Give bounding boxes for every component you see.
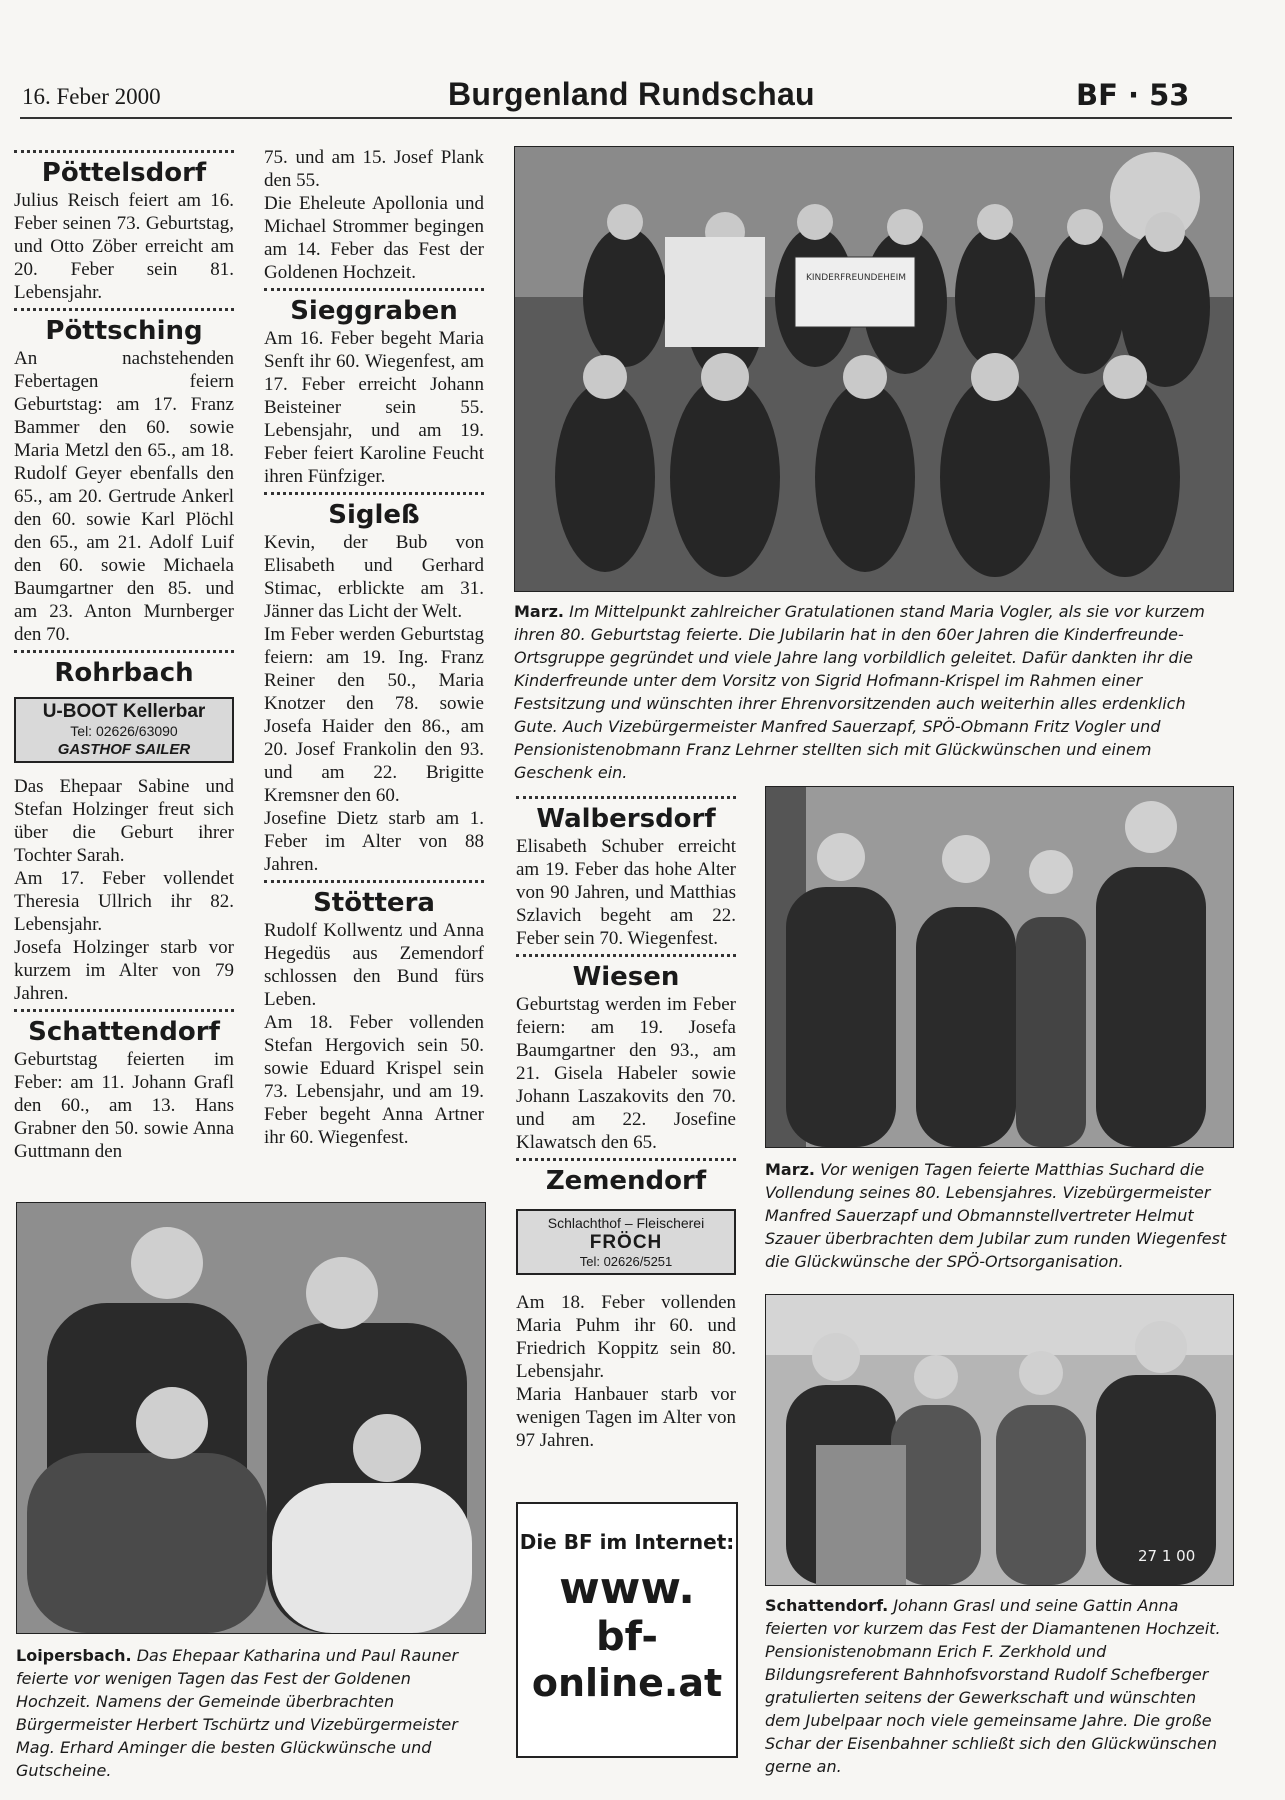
ad-phone: Tel: 02626/5251 bbox=[579, 1254, 673, 1269]
article-text: Am 18. Feber vollenden Maria Puhm ihr 60. und Friedrich Koppitz sein 80. Lebensjahr. bbox=[516, 1292, 736, 1382]
column-2 bbox=[264, 146, 484, 1149]
header-rule bbox=[20, 117, 1232, 119]
caption-text: Im Mittelpunkt zahlreicher Gratulationen stand Maria Vogler, als sie vor kurzem ihren 80. Geburtstag feierte. Die Jubilarin hat in den 60er Jahren die Kinderfreunde-Ortsgruppe gegründet und viele Jahre lang vorbildlich geleitet. Dafür dankten ihr die Kinderfreunde unter dem Vorsitz von Sigrid Hofmann-Krispel im Rahmen einer Festsitzung und wünschten ihrer Ehrenvorsitzenden auch weiterhin alles erdenklich Gute. Auch Vizebürgermeister Manfred Sauerzapf, SPÖ-Obmann Fritz Vogler und Pensionistenobmann Franz Lehrner stellten sich mit Glückwünschen und einem Geschenk ein. bbox=[514, 602, 1205, 782]
photo-loipersbach-rauner bbox=[16, 1202, 486, 1634]
article-text: An nachstehenden Febertagen feiern Geburtstag: am 17. Franz Bammer den 60. sowie Maria Metzl den 65., am 18. Rudolf Geyer ebenfalls den 65., am 20. Gertrude Ankerl den 60. sowie Karl Plöchl den 65., am 21. Adolf Luif den 60. sowie Michaela Baumgartner den 85. und am 23. Anton Murnberger den 70. bbox=[14, 348, 234, 645]
ad-name: U-BOOT Kellerbar bbox=[42, 701, 206, 722]
section-title: Pöttsching bbox=[45, 316, 203, 346]
ad-subtitle: GASTHOF SAILER bbox=[57, 741, 191, 758]
divider bbox=[516, 1158, 736, 1161]
internet-box bbox=[516, 1502, 738, 1758]
caption-marz-vogler bbox=[514, 600, 1232, 784]
article-text: Rudolf Kollwentz und Anna Hegedüs aus Zemendorf schlossen den Bund fürs Leben. bbox=[264, 920, 484, 1010]
article-text: 75. und am 15. Josef Plank den 55. bbox=[264, 147, 484, 191]
ad-name: FRÖCH bbox=[589, 1232, 663, 1253]
ad-phone: Tel: 02626/63090 bbox=[70, 723, 178, 739]
newspaper-title: Burgenland Rundschau bbox=[448, 76, 815, 112]
photo-sign-text: KINDERFREUNDEHEIM bbox=[805, 273, 907, 283]
photo-date-stamp: 27 1 00 bbox=[1138, 1547, 1196, 1565]
photo-marz-suchard bbox=[765, 786, 1234, 1148]
column-1 bbox=[14, 146, 234, 1163]
photo-schattendorf-grasl bbox=[765, 1294, 1234, 1586]
section-title: Wiesen bbox=[572, 962, 680, 992]
caption-place: Loipersbach. bbox=[16, 1646, 132, 1665]
caption-text: Das Ehepaar Katharina und Paul Rauner feierte vor wenigen Tagen das Fest der Goldenen Hochzeit. Namens der Gemeinde überbrachten Bürgermeister Herbert Tschürtz und Vizebürgermeister Mag. Erhard Aminger die besten Glückwünsche und Gutscheine. bbox=[16, 1646, 459, 1780]
article-text: Julius Reisch feiert am 16. Feber seinen 73. Geburtstag, und Otto Zöber erreicht am 20. Feber sein 81. Lebensjahr. bbox=[14, 190, 234, 303]
page-header bbox=[0, 0, 1285, 120]
caption-loipersbach bbox=[16, 1644, 486, 1782]
divider bbox=[516, 954, 736, 957]
article-text: Geburtstag werden im Feber feiern: am 19. Josefa Baumgartner den 93., am 21. Gisela Habeler sowie Johann Laszakovits den 70. und am 22. Josefine Klawatsch den 65. bbox=[516, 994, 736, 1153]
divider bbox=[264, 492, 484, 495]
section-title: Stöttera bbox=[313, 888, 435, 918]
article-text: Maria Hanbauer starb vor wenigen Tagen im Alter von 97 Jahren. bbox=[516, 1384, 736, 1451]
photo-kinderfreunde-group bbox=[514, 146, 1234, 592]
article-text: Am 16. Feber begeht Maria Senft ihr 60. Wiegenfest, am 17. Feber erreicht Johann Beisteiner sein 55. Lebensjahr, und am 19. Feber feiert Karoline Feucht ihren Fünfziger. bbox=[264, 328, 484, 487]
article-text: Kevin, der Bub von Elisabeth und Gerhard Stimac, erblickte am 31. Jänner das Licht der Welt. bbox=[264, 532, 484, 622]
article-text: Im Feber werden Geburtstag feiern: am 19. Ing. Franz Reiner den 50., Maria Knotzer den 78. sowie Josefa Haider den 86., am 20. Josef Frankolin den 93. und am 22. Brigitte Kremsner den 60. bbox=[264, 624, 484, 806]
divider bbox=[516, 796, 736, 799]
article-text: Josefa Holzinger starb vor kurzem im Alter von 79 Jahren. bbox=[14, 937, 234, 1004]
article-text: Josefine Dietz starb am 1. Feber im Alter von 88 Jahren. bbox=[264, 808, 484, 875]
internet-url-line1[interactable]: www. bbox=[559, 1563, 695, 1614]
ad-kellerbar bbox=[14, 697, 234, 763]
divider bbox=[14, 150, 234, 153]
caption-text: Vor wenigen Tagen feierte Matthias Suchard die Vollendung seines 80. Lebensjahres. Vizebürgermeister Manfred Sauerzapf und Obmannstellvertreter Helmut Szauer überbrachten dem Jubilar zum runden Wiegenfest die Glückwünsche der SPÖ-Ortsorganisation. bbox=[765, 1160, 1227, 1271]
caption-marz-suchard bbox=[765, 1158, 1232, 1273]
column-3 bbox=[516, 792, 736, 1452]
section-title: Walbersdorf bbox=[536, 804, 716, 834]
article-text: Die Eheleute Apollonia und Michael Strommer begingen am 14. Feber das Fest der Goldenen Hochzeit. bbox=[264, 193, 484, 283]
section-title: Zemendorf bbox=[545, 1166, 707, 1196]
divider bbox=[264, 288, 484, 291]
section-title: Sieggraben bbox=[290, 296, 458, 326]
internet-url-line3[interactable]: online.at bbox=[531, 1661, 723, 1705]
section-title: Sigleß bbox=[328, 500, 420, 530]
caption-place: Schattendorf. bbox=[765, 1596, 889, 1615]
divider bbox=[14, 1009, 234, 1012]
article-text: Am 17. Feber vollendet Theresia Ullrich ihr 82. Lebensjahr. bbox=[14, 868, 234, 935]
caption-place: Marz. bbox=[765, 1160, 815, 1179]
photo-illustration bbox=[515, 147, 1233, 591]
caption-place: Marz. bbox=[514, 602, 564, 621]
divider bbox=[264, 880, 484, 883]
ad-subtitle: Schlachthof – Fleischerei bbox=[547, 1215, 705, 1231]
article-text: Elisabeth Schuber erreicht am 19. Feber das hohe Alter von 90 Jahren, und Matthias Szlavich begeht am 22. Feber sein 70. Wiegenfest. bbox=[516, 836, 736, 949]
photo-illustration bbox=[766, 1295, 1233, 1585]
internet-heading: Die BF im Internet: bbox=[519, 1530, 735, 1554]
article-text: Geburtstag feierten im Feber: am 11. Johann Grafl den 60., am 13. Hans Grabner den 50. sowie Anna Guttmann den bbox=[14, 1049, 234, 1162]
section-title: Rohrbach bbox=[54, 658, 194, 688]
photo-illustration bbox=[766, 787, 1233, 1147]
internet-url-line2[interactable]: bf- bbox=[596, 1614, 658, 1660]
section-title: Pöttelsdorf bbox=[41, 158, 207, 188]
article-text: Am 18. Feber vollenden Stefan Hergovich sein 50. sowie Eduard Krispel sein 73. Lebensjahr, und am 19. Feber begeht Anna Artner ihr 60. Wiegenfest. bbox=[264, 1012, 484, 1148]
article-text: Das Ehepaar Sabine und Stefan Holzinger freut sich über die Geburt ihrer Tochter Sarah. bbox=[14, 776, 234, 866]
ad-fleischerei bbox=[516, 1209, 736, 1275]
page-number: BF · 53 bbox=[1076, 78, 1190, 112]
divider bbox=[14, 650, 234, 653]
section-title: Schattendorf bbox=[28, 1017, 220, 1047]
photo-illustration bbox=[17, 1203, 485, 1633]
issue-date: 16. Feber 2000 bbox=[22, 84, 161, 109]
caption-schattendorf bbox=[765, 1594, 1232, 1778]
caption-text: Johann Grasl und seine Gattin Anna feierten vor kurzem das Fest der Diamantenen Hochzeit. Pensionistenobmann Erich F. Zerkhold und Bildungsreferent Bahnhofsvorstand Rudolf Schefberger gratulierten seitens der Gewerkschaft und wünschten dem Jubelpaar noch viele gemeinsame Jahre. Die große Schar der Eisenbahner schließt sich den Glückwünschen gerne an. bbox=[765, 1596, 1221, 1776]
divider bbox=[14, 308, 234, 311]
